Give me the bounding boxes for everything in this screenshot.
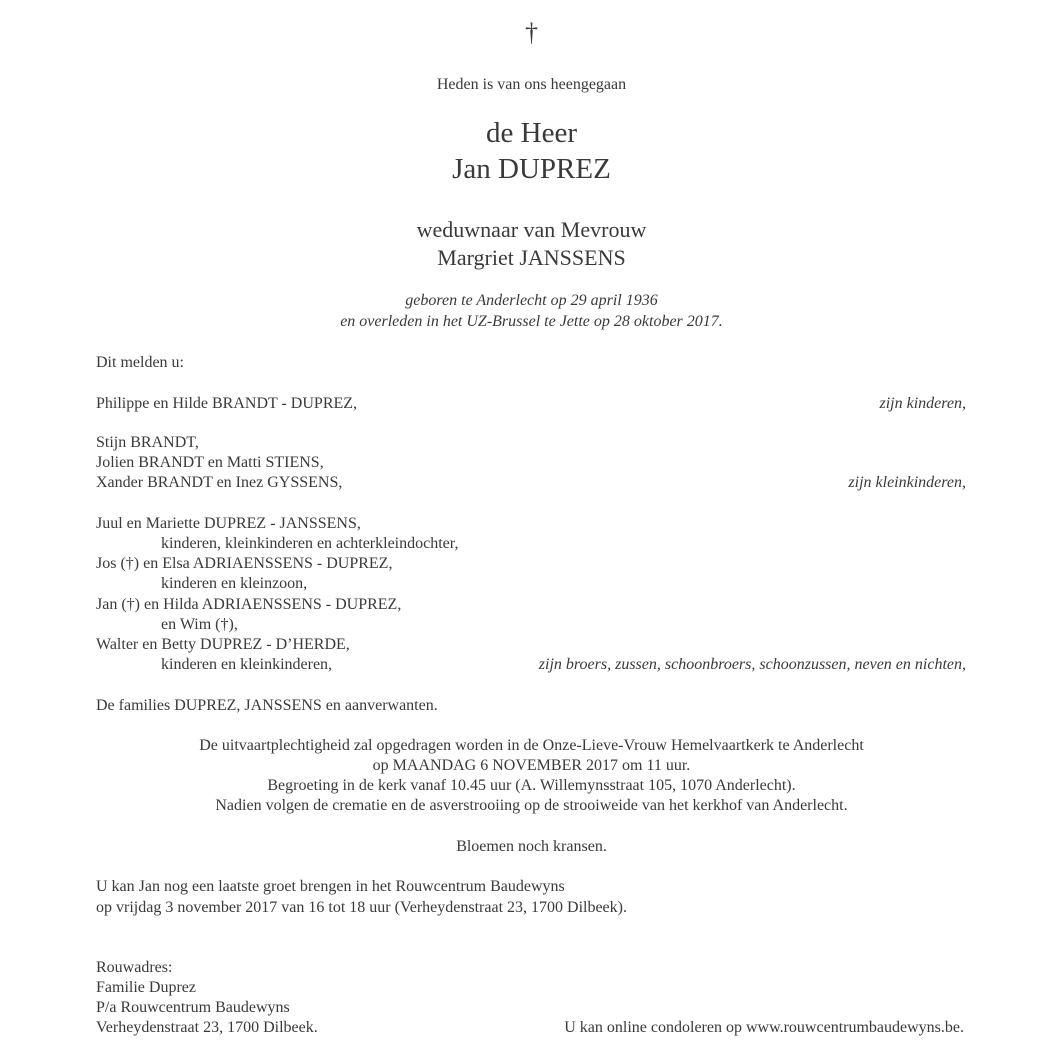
sibling-subline: kinderen, kleinkinderen en achterkleindochter, <box>161 535 459 552</box>
sibling-line: Walter en Betty DUPREZ - D’HERDE, <box>96 636 350 653</box>
ceremony-line: op MAANDAG 6 NOVEMBER 2017 om 11 uur. <box>372 757 691 774</box>
sibling-subline: kinderen en kleinzoon, <box>161 575 308 592</box>
grandchildren-relation: zijn kleinkinderen, <box>848 474 966 491</box>
grandchild-line: Xander BRANDT en Inez GYSSENS, <box>96 474 343 491</box>
address-line: Familie Duprez <box>96 979 196 996</box>
honorific: de Heer <box>486 117 577 149</box>
ceremony-line: De uitvaartplechtigheid zal opgedragen worden in de Onze-Lieve-Vrouw Hemelvaartkerk te Anderlecht <box>199 737 864 754</box>
widower-line: weduwnaar van Mevrouw <box>416 217 647 242</box>
children-names: Philippe en Hilde BRANDT - DUPREZ, <box>96 395 358 412</box>
ceremony-line: Begroeting in de kerk vanaf 10.45 uur (A. Willemynsstraat 105, 1070 Anderlecht). <box>267 777 796 794</box>
death-line: en overleden in het UZ-Brussel te Jette op 28 oktober 2017. <box>340 313 723 330</box>
address-label: Rouwadres: <box>96 959 173 976</box>
sibling-line: Jan (†) en Hilda ADRIAENSSENS - DUPREZ, <box>96 596 402 613</box>
deceased-name: Jan DUPREZ <box>452 153 611 185</box>
spouse-name: Margriet JANSSENS <box>437 245 626 270</box>
cross-icon: † <box>525 18 538 47</box>
sibling-subline: en Wim (†), <box>161 616 238 633</box>
siblings-relation: zijn broers, zussen, schoonbroers, schoonzussen, neven en nichten, <box>538 656 966 673</box>
grandchild-line: Stijn BRANDT, <box>96 434 199 451</box>
birth-line: geboren te Anderlecht op 29 april 1936 <box>405 292 658 309</box>
visit-line: op vrijdag 3 november 2017 van 16 tot 18 uur (Verheydenstraat 23, 1700 Dilbeek). <box>96 899 627 916</box>
intro-line: Heden is van ons heengegaan <box>436 76 627 93</box>
sibling-subline: kinderen en kleinkinderen, <box>161 656 333 673</box>
sibling-line: Jos (†) en Elsa ADRIAENSSENS - DUPREZ, <box>96 555 393 572</box>
families-line: De families DUPREZ, JANSSENS en aanverwanten. <box>96 697 438 714</box>
address-line: P/a Rouwcentrum Baudewyns <box>96 999 290 1016</box>
online-condolence-line: U kan online condoleren op www.rouwcentrumbaudewyns.be. <box>564 1019 964 1036</box>
announce-line: Dit melden u: <box>96 354 184 371</box>
ceremony-line: Nadien volgen de crematie en de asverstrooiing op de strooiweide van het kerkhof van Anderlecht. <box>215 797 848 814</box>
visit-line: U kan Jan nog een laatste groet brengen in het Rouwcentrum Baudewyns <box>96 878 565 895</box>
children-relation: zijn kinderen, <box>879 395 966 412</box>
address-line: Verheydenstraat 23, 1700 Dilbeek. <box>96 1019 318 1036</box>
grandchild-line: Jolien BRANDT en Matti STIENS, <box>96 454 324 471</box>
sibling-line: Juul en Mariette DUPREZ - JANSSENS, <box>96 515 361 532</box>
flowers-line: Bloemen noch kransen. <box>456 838 607 855</box>
